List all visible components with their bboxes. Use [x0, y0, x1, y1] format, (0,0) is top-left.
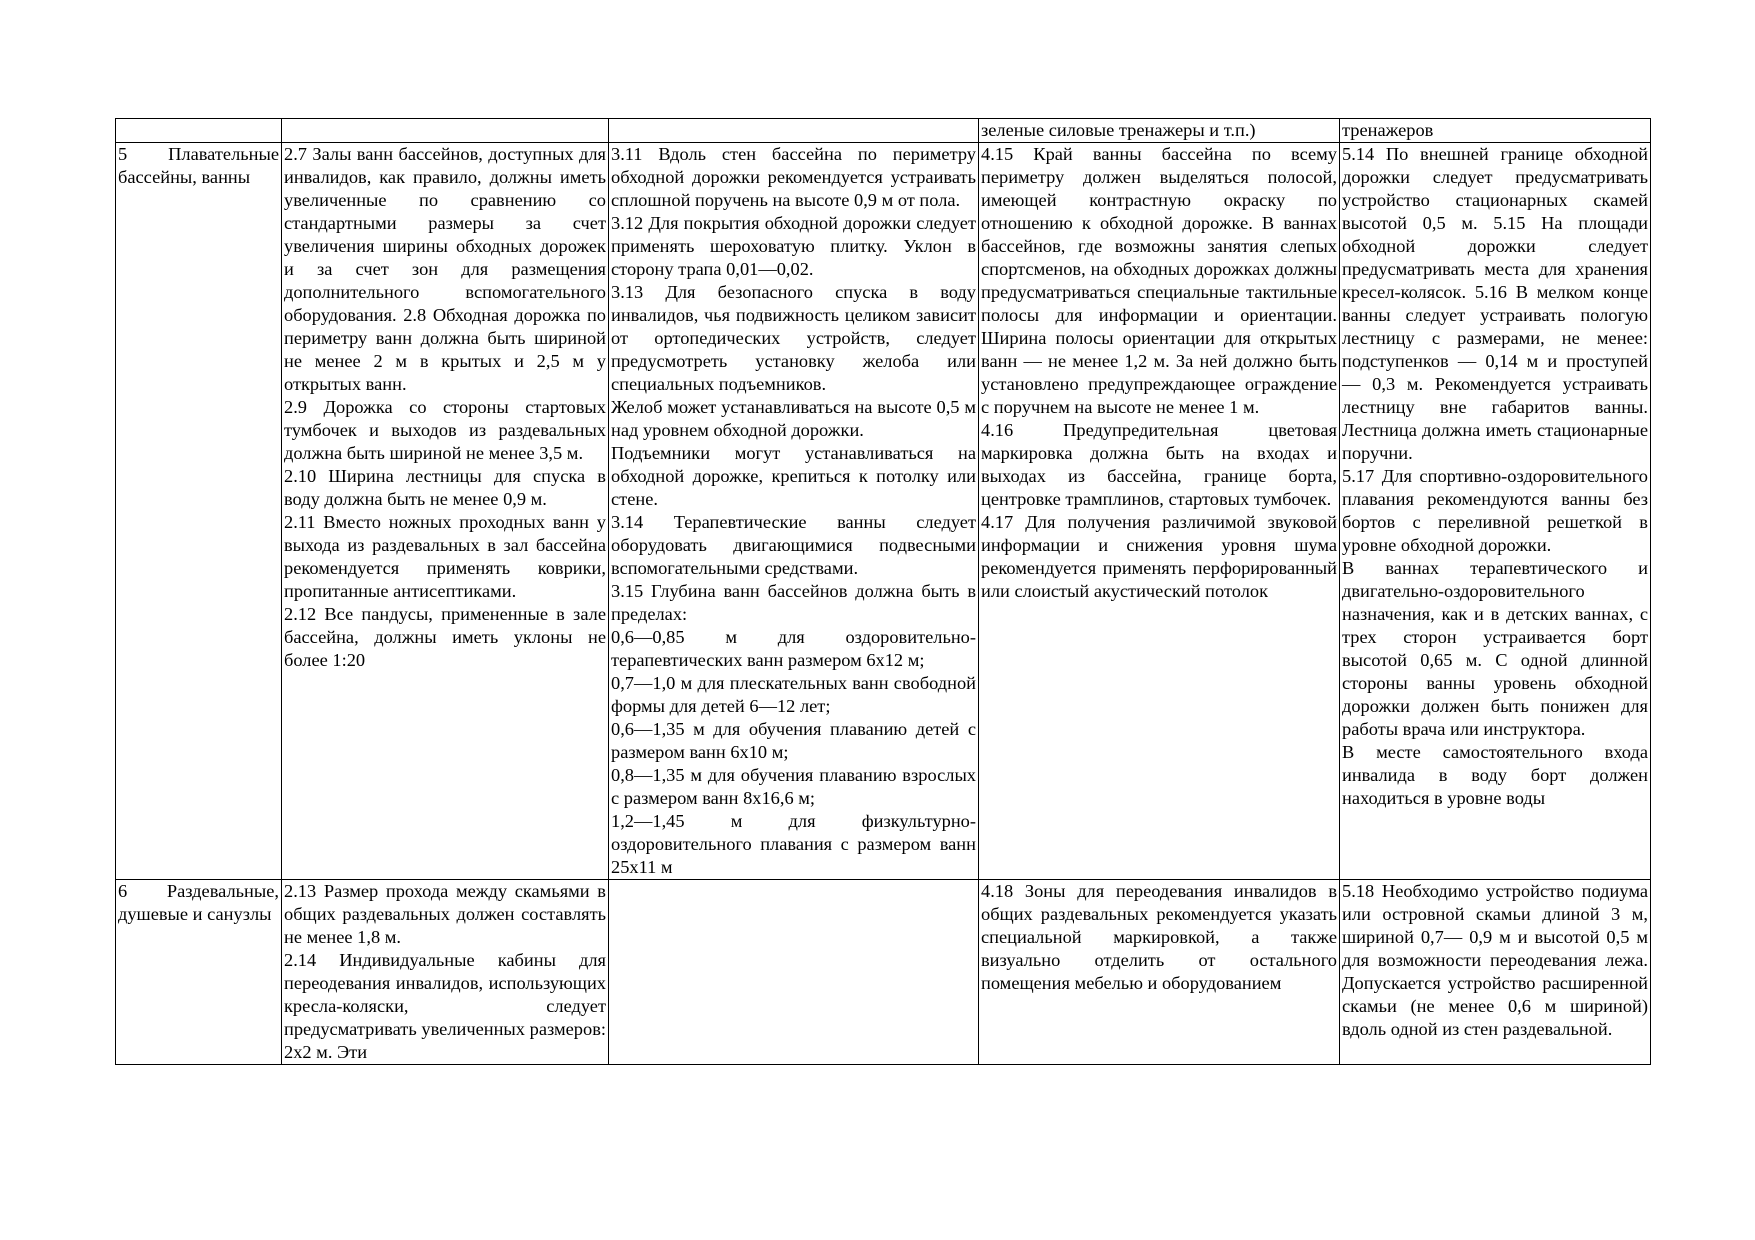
- row-heading-cell: [116, 143, 282, 880]
- table-cell: [979, 880, 1340, 1065]
- table-cell: [609, 880, 979, 1065]
- table-row: [116, 143, 1651, 880]
- paragraph: 4.18 Зоны для переодевания инвалидов в общих раздевальных рекомендуется указать специальной маркировкой, а также визуально отделить от остального помещения мебелью и оборудованием: [981, 881, 1337, 993]
- paragraph: 2.10 Ширина лестницы для спуска в воду должна быть не менее 0,9 м.: [284, 466, 606, 509]
- table-row: [116, 119, 1651, 143]
- row-heading: 6 Раздевальные, душевые и санузлы: [118, 881, 279, 924]
- paragraph: 3.12 Для покрытия обходной дорожки следует применять шероховатую плитку. Уклон в сторону трапа 0,01—0,02.: [611, 213, 976, 279]
- paragraph: 3.14 Терапевтические ванны следует оборудовать двигающимися подвесными вспомогательными средствами.: [611, 512, 976, 578]
- paragraph: 2.12 Все пандусы, примененные в зале бассейна, должны иметь уклоны не более 1:20: [284, 604, 606, 670]
- table-cell: [609, 119, 979, 143]
- paragraph: 5.18 Необходимо устройство подиума или островной скамьи длиной 3 м, шириной 0,7— 0,9 м и высотой 0,5 м для возможности переодевания лежа. Допускается устройство расширенной скамьи (не менее 0,6 м шириной) вдоль одной из стен раздевальной.: [1342, 881, 1648, 1039]
- paragraph: В ваннах терапевтического и двигательно-оздоровительного назначения, как и в детских ваннах, с трех сторон устраивается борт высотой 0,65 м. С одной длинной стороны ванны уровень обходной дорожки должен быть понижен для работы врача или инструктора.: [1342, 558, 1648, 739]
- paragraph: 3.15 Глубина ванн бассейнов должна быть в пределах:: [611, 581, 976, 624]
- table-cell: [1340, 143, 1651, 880]
- paragraph: 0,8—1,35 м для обучения плаванию взрослых с размером ванн 8х16,6 м;: [611, 765, 976, 808]
- paragraph: 4.15 Край ванны бассейна по всему периметру должен выделяться полосой, имеющей контрастную окраску по отношению к обходной дорожке. В ваннах бассейнов, где возможны занятия слепых спортсменов, на обходных дорожках должны предусматриваться специальные тактильные полосы для информации и ориентации. Ширина полосы ориентации для открытых ванн — не менее 1,2 м. За ней должно быть установлено предупреждающее ограждение с поручнем на высоте не менее 1 м.: [981, 144, 1337, 417]
- paragraph: Подъемники могут устанавливаться на обходной дорожке, крепиться к потолку или стене.: [611, 443, 976, 509]
- paragraph: 2.14 Индивидуальные кабины для переодевания инвалидов, использующих кресла-коляски, следует предусматривать увеличенных размеров: 2х2 м. Эти: [284, 950, 606, 1062]
- paragraph: 2.11 Вместо ножных проходных ванн у выхода из раздевальных в зал бассейна рекомендуется применять коврики, пропитанные антисептиками.: [284, 512, 606, 601]
- table-cell: тренажеров: [1340, 119, 1651, 143]
- table-cell: [282, 143, 609, 880]
- paragraph: 4.17 Для получения различимой звуковой информации и снижения уровня шума рекомендуется применять перфорированный или слоистый акустический потолок: [981, 512, 1337, 601]
- table-cell: [609, 143, 979, 880]
- paragraph: 1,2—1,45 м для физкультурно-оздоровительного плавания с размером ванн 25х11 м: [611, 811, 976, 877]
- paragraph: 3.13 Для безопасного спуска в воду инвалидов, чья подвижность целиком зависит от ортопедических устройств, следует предусмотреть установку желоба или специальных подъемников.: [611, 282, 976, 394]
- requirements-table: [115, 118, 1651, 1065]
- table-cell: [116, 119, 282, 143]
- paragraph: 2.9 Дорожка со стороны стартовых тумбочек и выходов из раздевальных должна быть шириной не менее 3,5 м.: [284, 397, 606, 463]
- paragraph: 5.17 Для спортивно-оздоровительного плавания рекомендуются ванны без бортов с переливной решеткой в уровне обходной дорожки.: [1342, 466, 1648, 555]
- paragraph: 2.7 Залы ванн бассейнов, доступных для инвалидов, как правило, должны иметь увеличенные по сравнению со стандартными размеры за счет увеличения ширины обходных дорожек и за счет зон для размещения дополнительного вспомогательного оборудования. 2.8 Обходная дорожка по периметру ванн должна быть шириной не менее 2 м в крытых и 2,5 м у открытых ванн.: [284, 144, 606, 394]
- row-heading: 5 Плавательные бассейны, ванны: [118, 144, 279, 187]
- table-cell: [282, 119, 609, 143]
- paragraph: 0,6—0,85 м для оздоровительно-терапевтических ванн размером 6х12 м;: [611, 627, 976, 670]
- paragraph: В месте самостоятельного входа инвалида в воду борт должен находиться в уровне воды: [1342, 742, 1648, 808]
- paragraph: 0,6—1,35 м для обучения плаванию детей с размером ванн 6х10 м;: [611, 719, 976, 762]
- paragraph: 0,7—1,0 м для плескательных ванн свободной формы для детей 6—12 лет;: [611, 673, 976, 716]
- paragraph: 3.11 Вдоль стен бассейна по периметру обходной дорожки рекомендуется устраивать сплошной поручень на высоте 0,9 м от пола.: [611, 144, 976, 210]
- paragraph: Желоб может устанавливаться на высоте 0,5 м над уровнем обходной дорожки.: [611, 397, 976, 440]
- table-row: [116, 880, 1651, 1065]
- paragraph: 2.13 Размер прохода между скамьями в общих раздевальных должен составлять не менее 1,8 м.: [284, 881, 606, 947]
- table-cell: [1340, 880, 1651, 1065]
- paragraph: 5.14 По внешней границе обходной дорожки следует предусматривать устройство стационарных скамей высотой 0,5 м. 5.15 На площади обходной дорожки следует предусматривать места для хранения кресел-колясок. 5.16 В мелком конце ванны следует устраивать пологую лестницу с размерами, не менее: подступенков — 0,14 м и проступей — 0,3 м. Рекомендуется устраивать лестницу вне габаритов ванны. Лестница должна иметь стационарные поручни.: [1342, 144, 1648, 463]
- table-cell: [979, 143, 1340, 880]
- table-cell: [282, 880, 609, 1065]
- table-cell: зеленые силовые тренажеры и т.п.): [979, 119, 1340, 143]
- paragraph: 4.16 Предупредительная цветовая маркировка должна быть на входах и выходах из бассейна, границе борта, центровке трамплинов, стартовых тумбочек.: [981, 420, 1337, 509]
- row-heading-cell: [116, 880, 282, 1065]
